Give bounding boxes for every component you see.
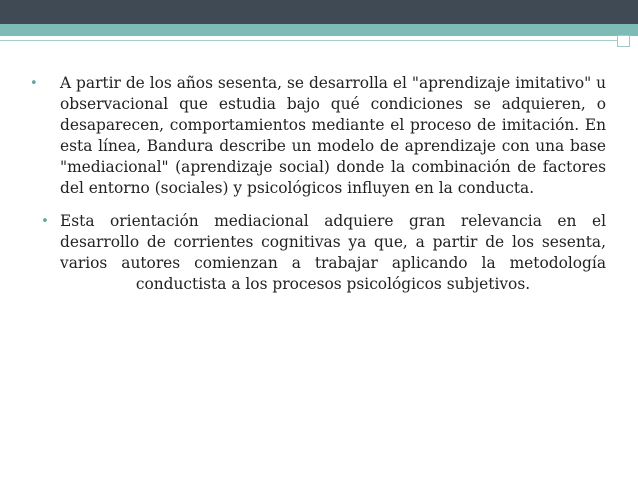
bullet-dot-icon: • <box>30 76 38 91</box>
header-accent-band <box>0 24 638 36</box>
bullet-item-2 <box>30 211 606 295</box>
bullet-item-1 <box>30 73 606 199</box>
bullet-text-2: Esta orientación mediacional adquiere gran relevancia en el desarrollo de corrientes cognitivas ya que, a partir de los sesenta, varios autores comienzan a trabajar aplicando la metodología conductista a los procesos psicológicos subjetivos. <box>60 212 606 293</box>
header-dark-band <box>0 0 638 24</box>
corner-square-decoration <box>617 35 630 47</box>
bullet-dot-icon: • <box>41 214 49 229</box>
slide-body <box>30 73 606 295</box>
header-divider-line <box>0 40 617 41</box>
bullet-text-1: A partir de los años sesenta, se desarrolla el "aprendizaje imitativo" u observacional que estudia bajo qué condiciones se adquieren, o desaparecen, comportamientos mediante el proceso de imitación. En esta línea, Bandura describe un modelo de aprendizaje con una base "mediacional" (aprendizaje social) donde la combinación de factores del entorno (sociales) y psicológicos influyen en la conducta. <box>60 74 606 197</box>
